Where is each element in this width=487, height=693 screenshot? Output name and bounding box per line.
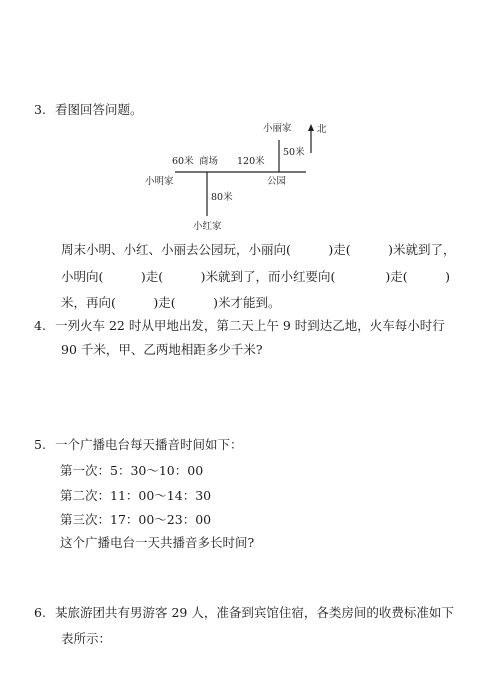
- q4-number: 4.: [34, 318, 46, 333]
- q3-line-1: 周末小明、小红、小丽去公园玩，小丽向( )走( )米就到了，: [61, 242, 456, 257]
- q5-line-5: 这个广播电台一天共播音多长时间?: [60, 535, 255, 550]
- park-label: 公园: [267, 176, 287, 187]
- q3-line-2: 小明向( )走( )米就到了，而小红要向( )走( ): [61, 269, 451, 284]
- north-label: 北: [317, 124, 327, 135]
- q3-prompt: 看图回答问题。: [55, 102, 143, 117]
- q3-number: 3.: [34, 102, 46, 117]
- xiaoli-home-label: 小丽家: [263, 123, 292, 134]
- q5-line-3: 第二次：11：00～14：30: [60, 488, 212, 503]
- market-label: 商场: [199, 156, 219, 167]
- q5-line-4: 第三次：17：00～23：00: [60, 512, 212, 527]
- q6-number: 6.: [34, 605, 46, 620]
- xiaohong-home-label: 小红家: [193, 221, 222, 232]
- q5-line-2: 第一次：5：30～10：00: [60, 463, 204, 478]
- dist-park-xiaoli: 50米: [283, 147, 305, 158]
- dist-xiaoming-market: 60米: [172, 156, 194, 167]
- xiaoming-home-label: 小明家: [145, 176, 174, 187]
- q4-line-2: 90 千米，甲、乙两地相距多少千米?: [61, 342, 263, 357]
- dist-market-park: 120米: [237, 156, 265, 167]
- north-arrow-icon: [308, 124, 314, 131]
- q5-number: 5.: [34, 437, 46, 452]
- q4-line-1: 一列火车 22 时从甲地出发，第二天上午 9 时到达乙地，火车每小时行: [55, 318, 445, 333]
- q6-line-2: 表所示：: [61, 631, 112, 646]
- q6-line-1: 某旅游团共有男游客 29 人，准备到宾馆住宿，各类房间的收费标准如下: [55, 605, 454, 620]
- dist-market-xiaohong: 80米: [211, 192, 233, 203]
- q5-line-1: 一个广播电台每天播音时间如下：: [55, 437, 243, 452]
- q3-line-3: 米，再向( )走( )米才能到。: [61, 295, 281, 310]
